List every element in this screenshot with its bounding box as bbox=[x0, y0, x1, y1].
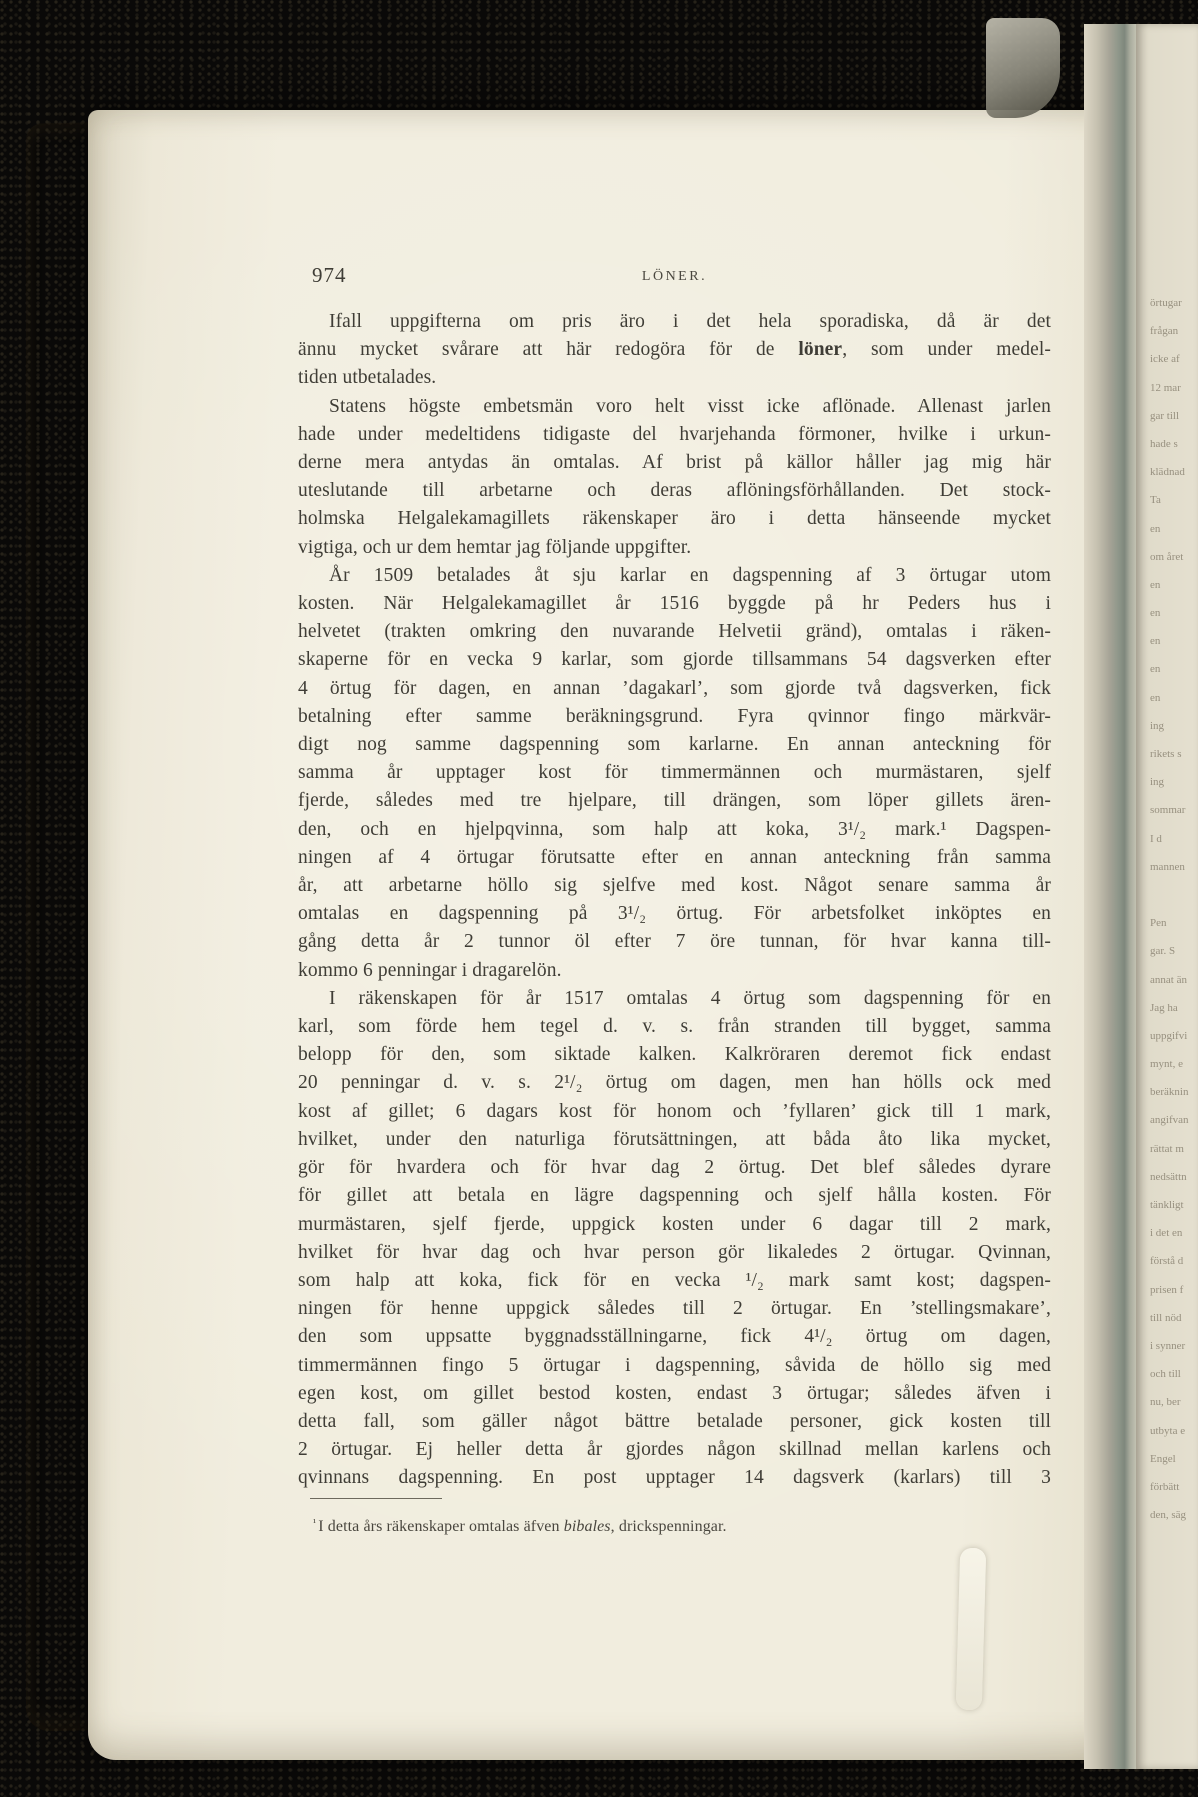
bold-word: löner bbox=[798, 339, 843, 361]
text-line: I räkenskapen för år 1517 omtalas 4 örtug som dagspenning för en bbox=[329, 987, 1051, 1009]
adjacent-page-text-fragment: förstå d bbox=[1150, 1255, 1184, 1268]
adjacent-page-text-fragment: i det en bbox=[1150, 1227, 1183, 1240]
adjacent-page-text-fragment: en bbox=[1150, 607, 1161, 620]
adjacent-page-text-fragment: uppgifvi bbox=[1150, 1029, 1188, 1042]
adjacent-page-text-fragment: ing bbox=[1150, 719, 1165, 732]
adjacent-page-text-fragment: en bbox=[1150, 663, 1161, 676]
text-line: fjerde, således med tre hjelpare, till drängen, som löper gillets ären- bbox=[298, 790, 1051, 812]
adjacent-page-text-fragment: utbyta e bbox=[1150, 1424, 1186, 1437]
text-line: kommo 6 penningar i dragarelön. bbox=[298, 959, 562, 981]
text-line: kosten. När Helgalekamagillet år 1516 byggde på hr Peders hus i bbox=[298, 593, 1051, 615]
adjacent-page-text-fragment: Ta bbox=[1150, 494, 1161, 507]
text-line: murmästaren, sjelf fjerde, uppgick kosten under 6 dagar till 2 mark, bbox=[298, 1213, 1051, 1235]
text-segment: ännu mycket svårare att här redogöra för de bbox=[298, 339, 799, 361]
paragraph bbox=[298, 985, 1051, 1493]
footnote bbox=[298, 1512, 1051, 1539]
text-line: tiden utbetalades. bbox=[298, 367, 437, 389]
text-line: qvinnans dagspenning. En post upptager 14 dagsverk (karlars) till 3 bbox=[298, 1467, 1051, 1489]
adjacent-page-text-fragment: nu, ber bbox=[1150, 1396, 1181, 1409]
text-line: 20 penningar d. v. s. 2¹/₂ örtug om dagen, men han hölls ock med bbox=[298, 1072, 1051, 1094]
text-line: hade under medeltidens tidigaste del hvarjehanda förmoner, hvilke i urkun- bbox=[298, 423, 1051, 445]
text-line: uteslutande till arbetarne och deras aflöningsförhållanden. Det stock- bbox=[298, 480, 1051, 502]
text-line: Statens högste embetsmän voro helt visst icke aflönade. Allenast jarlen bbox=[329, 395, 1051, 417]
adjacent-page-text-fragment: icke af bbox=[1150, 353, 1180, 366]
adjacent-page-text-fragment: sommar bbox=[1150, 804, 1186, 817]
adjacent-page-text-fragment: annat än bbox=[1150, 973, 1187, 986]
adjacent-page-text-fragment: Jag ha bbox=[1150, 1001, 1178, 1014]
text-line: den som uppsatte byggnadsställningarne, fick 4¹/₂ örtug om dagen, bbox=[298, 1326, 1051, 1348]
text-line: holmska Helgalekamagillets räkenskaper äro i detta hänseende mycket bbox=[298, 508, 1051, 530]
text-line: digt nog samme dagspenning som karlarne. En annan anteckning för bbox=[298, 734, 1051, 756]
adjacent-page-text-fragment: mannen bbox=[1150, 860, 1185, 873]
adjacent-page-text-fragment: en bbox=[1150, 522, 1161, 535]
adjacent-page-text-column bbox=[1136, 24, 1198, 1529]
text-line: ningen af 4 örtugar förutsatte efter en annan anteckning från samma bbox=[298, 846, 1051, 868]
adjacent-page-text-fragment: ing bbox=[1150, 776, 1165, 789]
text-segment: , som under medel- bbox=[842, 339, 1051, 361]
adjacent-page-text-fragment: 12 mar bbox=[1150, 381, 1181, 394]
adjacent-page-text-fragment: rikets s bbox=[1150, 748, 1182, 760]
text-line: vigtiga, och ur dem hemtar jag följande uppgifter. bbox=[298, 536, 692, 558]
adjacent-page-text-fragment: till nöd bbox=[1150, 1311, 1182, 1324]
paragraph bbox=[298, 393, 1051, 534]
text-line: Ifall uppgifterna om pris äro i det hela sporadiska, då är det bbox=[329, 311, 1051, 332]
adjacent-page-text-fragment: gar. S bbox=[1150, 945, 1176, 958]
text-line: egen kost, om gillet bestod kosten, endast 3 örtugar; således äfven i bbox=[298, 1382, 1051, 1404]
footnote-text: , drickspenningar. bbox=[610, 1517, 727, 1535]
adjacent-page-text-fragment: Pen bbox=[1150, 917, 1167, 930]
adjacent-page-text-fragment: den, säg bbox=[1150, 1509, 1187, 1522]
footnote-rule bbox=[310, 1498, 442, 1499]
text-line: skaperne för en vecka 9 karlar, som gjorde tillsammans 54 dagsverken efter bbox=[298, 649, 1051, 671]
adjacent-page-text-fragment: Engel bbox=[1150, 1452, 1176, 1465]
adjacent-page-edge bbox=[1136, 24, 1198, 1769]
adjacent-page-text-fragment: om året bbox=[1150, 550, 1184, 563]
paper-edge-sliver bbox=[956, 1548, 987, 1711]
text-line: belopp för den, som siktade kalken. Kalkröraren deremot fick endast bbox=[298, 1044, 1051, 1066]
adjacent-page-text-fragment: I d bbox=[1150, 832, 1162, 845]
page-body-text bbox=[298, 308, 1051, 1539]
adjacent-page-text-fragment: angifvan bbox=[1150, 1114, 1189, 1127]
footnote-latin-term: bibales bbox=[563, 1517, 611, 1535]
adjacent-page-text-fragment: prisen f bbox=[1150, 1283, 1184, 1296]
text-line: gör för hvardera och för hvar dag 2 örtug. Det blef således dyrare bbox=[298, 1157, 1051, 1179]
footnote-text: I detta års räkenskaper omtalas äfven bbox=[318, 1517, 564, 1535]
page-number: 974 bbox=[312, 263, 347, 287]
footnote-marker: ¹ bbox=[313, 1517, 317, 1529]
adjacent-page-text-fragment: gar till bbox=[1150, 409, 1180, 422]
adjacent-page-text-fragment: en bbox=[1150, 635, 1161, 648]
adjacent-page-text-fragment: hade s bbox=[1150, 437, 1178, 450]
text-line: derne mera antydas än omtalas. Af brist på källor håller jag mig här bbox=[298, 452, 1051, 474]
page-corner-curl bbox=[986, 18, 1060, 118]
text-line: timmermännen fingo 5 örtugar i dagspenning, såvida de höllo sig med bbox=[298, 1354, 1051, 1376]
adjacent-page-text-fragment: örtugar bbox=[1150, 297, 1182, 309]
text-line: hvilket för hvar dag och hvar person gör likaledes 2 örtugar. Qvinnan, bbox=[298, 1241, 1051, 1263]
text-line: gång detta år 2 tunnor öl efter 7 öre tunnan, för hvar kanna till- bbox=[298, 931, 1051, 953]
adjacent-page-text-fragment bbox=[1150, 881, 1198, 909]
text-line: samma år upptager kost för timmermännen och murmästaren, sjelf bbox=[298, 762, 1051, 784]
text-line: karl, som förde hem tegel d. v. s. från stranden till bygget, samma bbox=[298, 1016, 1051, 1038]
adjacent-page-text-fragment: mynt, e bbox=[1150, 1058, 1183, 1071]
text-line: helvetet (trakten omkring den nuvarande Helvetii gränd), omtalas i räken- bbox=[298, 621, 1051, 643]
text-line: betalning efter samme beräkningsgrund. Fyra qvinnor fingo märkvär- bbox=[298, 705, 1051, 727]
adjacent-page-text-fragment: klädnad bbox=[1150, 466, 1185, 479]
adjacent-page-text-fragment: tänkligt bbox=[1150, 1199, 1184, 1211]
adjacent-page-text-fragment: en bbox=[1150, 691, 1161, 704]
adjacent-page-text-fragment: en bbox=[1150, 578, 1161, 591]
adjacent-page-text-fragment: i synner bbox=[1150, 1339, 1186, 1352]
adjacent-page-text-fragment: nedsättn bbox=[1150, 1170, 1187, 1183]
adjacent-page-text-fragment: beräknin bbox=[1150, 1086, 1189, 1099]
text-line: som halp att koka, fick för en vecka ¹/₂ mark samt kost; dagspen- bbox=[298, 1269, 1051, 1291]
adjacent-page-text-fragment: och till bbox=[1150, 1368, 1181, 1381]
text-line bbox=[298, 336, 1051, 364]
text-line: ningen för henne uppgick således till 2 örtugar. En ’stellingsmakare’, bbox=[298, 1298, 1051, 1320]
adjacent-page-text-fragment: rättat m bbox=[1150, 1142, 1184, 1155]
text-line: kost af gillet; 6 dagars kost för honom och ’fyllaren’ gick till 1 mark, bbox=[298, 1100, 1051, 1122]
text-line: år, att arbetarne höllo sig sjelfve med kost. Något senare samma år bbox=[298, 875, 1051, 897]
text-line: omtalas en dagspenning på 3¹/₂ örtug. För arbetsfolket inköptes en bbox=[298, 903, 1051, 925]
text-line: detta fall, som gäller något bättre betalade personer, gick kosten till bbox=[298, 1410, 1051, 1432]
paragraph bbox=[298, 562, 1051, 957]
text-line: för gillet att betala en lägre dagspenning och sjelf hålla kosten. För bbox=[298, 1185, 1051, 1207]
adjacent-page-text-fragment: förbätt bbox=[1150, 1480, 1180, 1493]
text-line: 2 örtugar. Ej heller detta år gjordes någon skillnad mellan karlens och bbox=[298, 1439, 1051, 1461]
text-line: den, och en hjelpqvinna, som halp att koka, 3¹/₂ mark.¹ Dagspen- bbox=[298, 818, 1051, 840]
book-binding-edge bbox=[1084, 24, 1136, 1769]
running-header: LÖNER. bbox=[641, 269, 708, 284]
text-line: hvilket, under den naturliga förutsättningen, att båda åto lika mycket, bbox=[298, 1128, 1051, 1150]
adjacent-page-text-fragment: frågan bbox=[1150, 325, 1179, 338]
text-line: 4 örtug för dagen, en annan ’dagakarl’, som gjorde två dagsverken, fick bbox=[298, 677, 1051, 699]
text-line: År 1509 betalades åt sju karlar en dagspenning af 3 örtugar utom bbox=[329, 564, 1051, 586]
